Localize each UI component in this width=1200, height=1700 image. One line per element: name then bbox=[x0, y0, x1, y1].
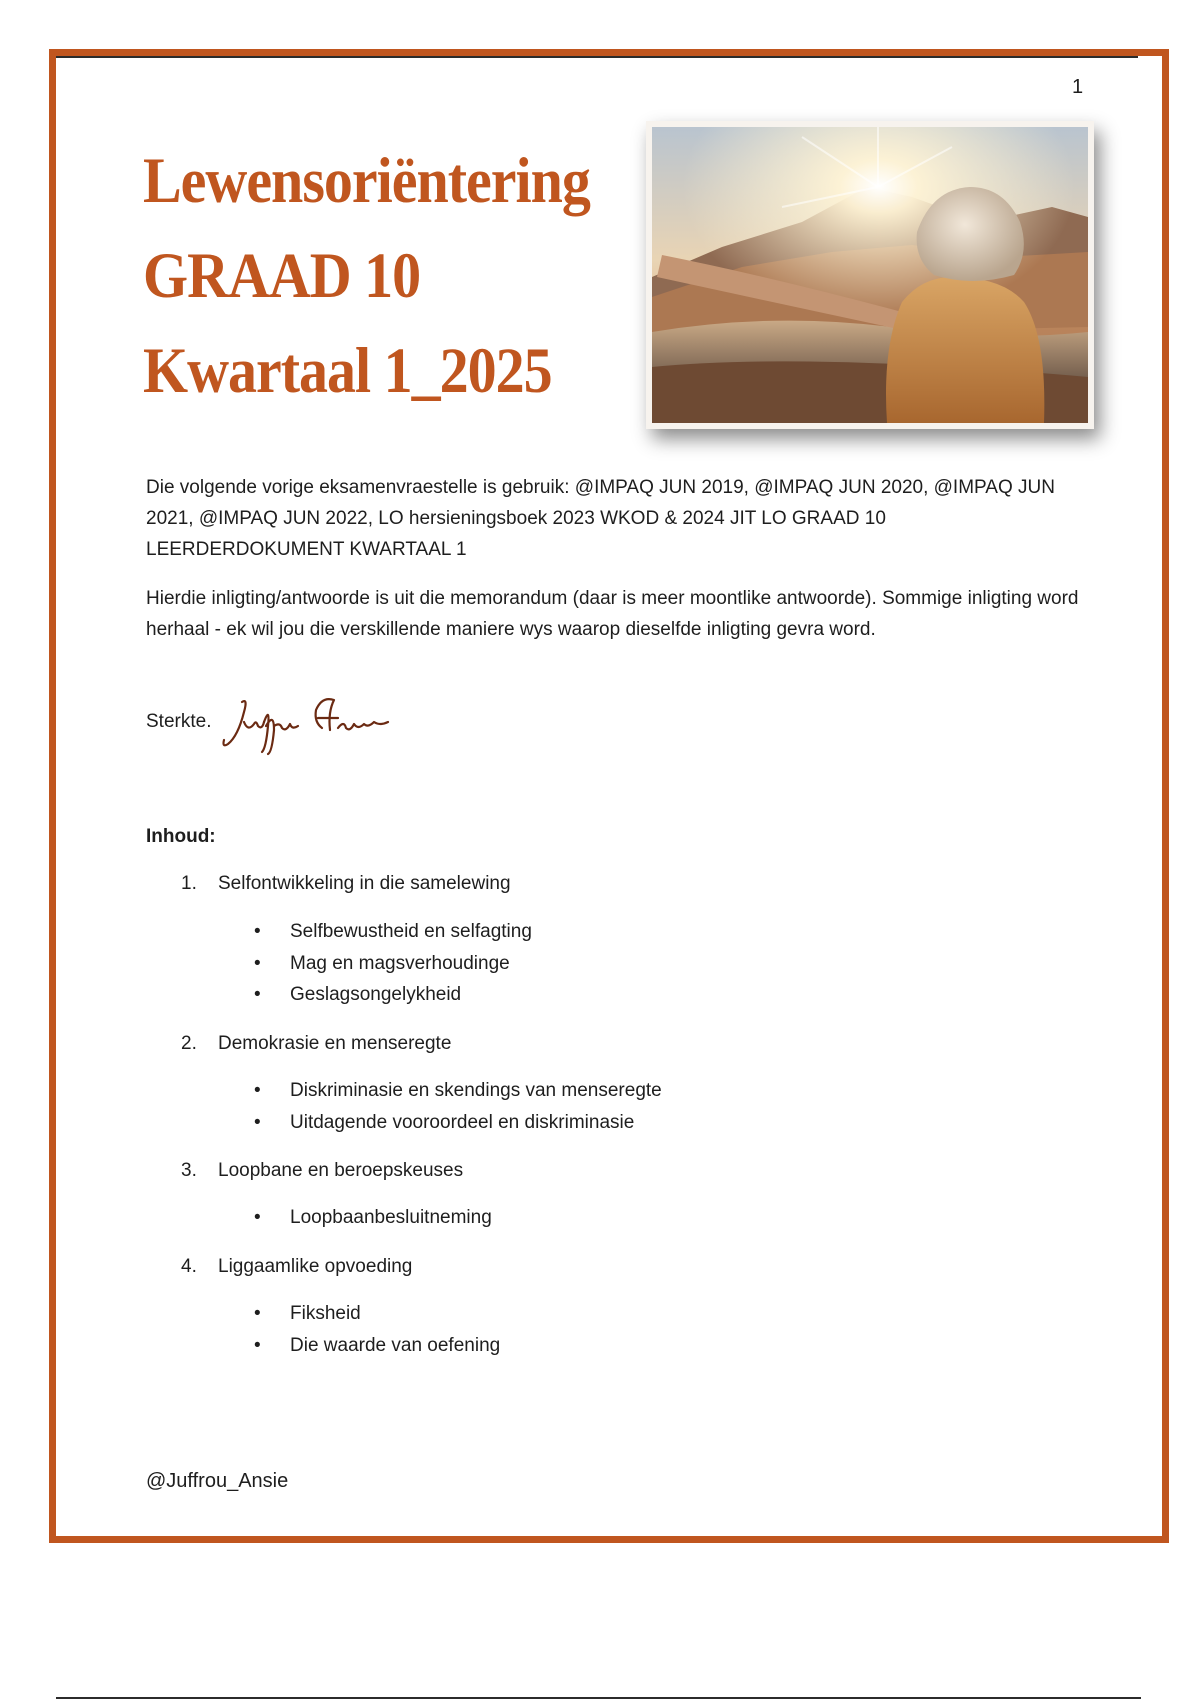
toc-section-title: Demokrasie en menseregte bbox=[218, 1033, 452, 1054]
toc-section-number: 2. bbox=[181, 1033, 197, 1054]
cover-photo-image bbox=[652, 127, 1088, 423]
author-handle: @Juffrou_Ansie bbox=[146, 1470, 289, 1492]
bullet-icon: • bbox=[254, 921, 261, 942]
toc-subitem: Selfbewustheid en selfagting bbox=[290, 921, 532, 942]
top-rule bbox=[56, 56, 1138, 58]
bullet-icon: • bbox=[254, 984, 261, 1005]
toc-subitem: Uitdagende vooroordeel en diskriminasie bbox=[290, 1112, 635, 1133]
term-title: Kwartaal 1_2025 bbox=[143, 333, 552, 407]
toc-subitem: Loopbaanbesluitneming bbox=[290, 1207, 492, 1228]
toc-section-number: 4. bbox=[181, 1256, 197, 1277]
cover-photo bbox=[646, 121, 1094, 429]
bottom-rule bbox=[56, 1697, 1141, 1699]
toc-subitem: Mag en magsverhoudinge bbox=[290, 953, 510, 974]
toc-subitem: Die waarde van oefening bbox=[290, 1335, 501, 1356]
page-number: 1 bbox=[1072, 76, 1084, 98]
grade-title: GRAAD 10 bbox=[143, 238, 421, 312]
document-title: Lewensoriëntering bbox=[143, 143, 590, 217]
farewell-text: Sterkte. bbox=[146, 711, 212, 732]
bullet-icon: • bbox=[254, 953, 261, 974]
memo-note-paragraph: Hierdie inligting/antwoorde is uit die memorandum (daar is meer moontlike antwoorde). Sommige inligting word herhaal - ek wil jou die verskillende maniere wys waarop dieselfde inligting gevra word. bbox=[146, 588, 1079, 640]
toc-section-title: Loopbane en beroepskeuses bbox=[218, 1160, 464, 1181]
bullet-icon: • bbox=[254, 1112, 261, 1133]
bullet-icon: • bbox=[254, 1080, 261, 1101]
handwritten-signature bbox=[218, 692, 398, 756]
toc-subitem: Geslagsongelykheid bbox=[290, 984, 462, 1005]
bullet-icon: • bbox=[254, 1303, 261, 1324]
toc-section-title: Selfontwikkeling in die samelewing bbox=[218, 873, 511, 894]
bullet-icon: • bbox=[254, 1207, 261, 1228]
toc-section-title: Liggaamlike opvoeding bbox=[218, 1256, 413, 1277]
toc-subitem: Diskriminasie en skendings van menseregte bbox=[290, 1080, 662, 1101]
bullet-icon: • bbox=[254, 1335, 261, 1356]
toc-section-number: 1. bbox=[181, 873, 197, 894]
toc-heading: Inhoud: bbox=[146, 826, 216, 847]
toc-subitem: Fiksheid bbox=[290, 1303, 361, 1324]
toc-section-number: 3. bbox=[181, 1160, 197, 1181]
sources-paragraph: Die volgende vorige eksamenvraestelle is gebruik: @IMPAQ JUN 2019, @IMPAQ JUN 2020, @IMPAQ JUN 2021, @IMPAQ JUN 2022, LO hersieningsboek 2023 WKOD & 2024 JIT LO GRAAD 10 LEERDERDOKUMENT KWARTAAL 1 bbox=[146, 477, 1055, 560]
